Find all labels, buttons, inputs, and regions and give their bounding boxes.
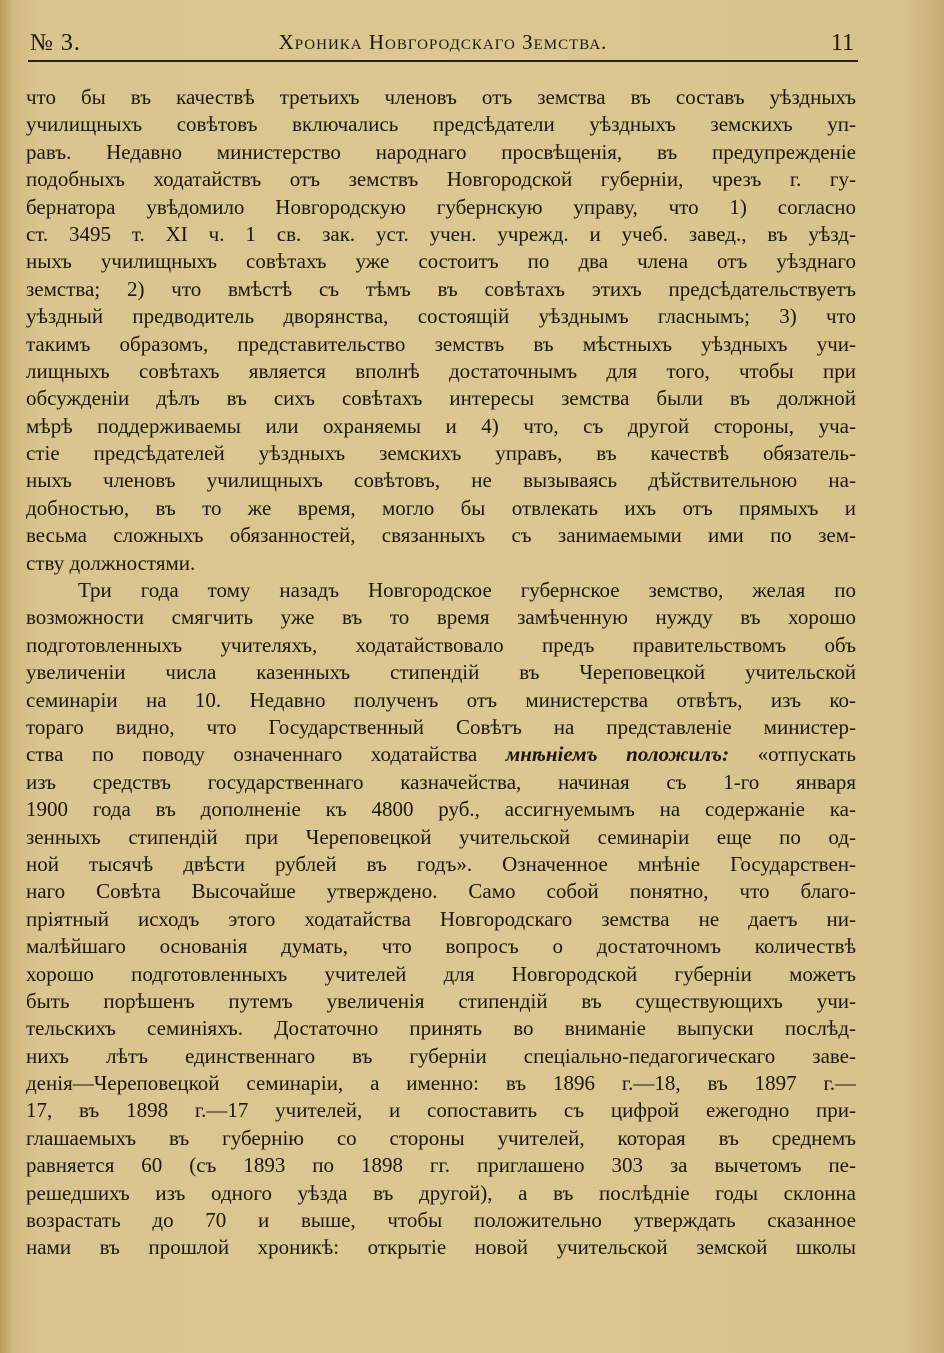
text-line: такимъ образомъ, представительство земствъ въ мѣстныхъ уѣздныхъ учи- [26,331,856,356]
text-line: нами въ прошлой хроникѣ: открытіе новой учительской земской школы [26,1235,856,1260]
text-line: нихъ лѣтъ единственнаго въ губерніи спеціально-педагогическаго заве- [26,1043,856,1068]
text-line: пріятный исходъ этого ходатайства Новгородскаго земства не даетъ ни- [26,906,856,931]
text-segment: ства по поводу означеннаго ходатайства [26,742,478,767]
text-line: земства; 2) что вмѣстѣ съ тѣмъ въ совѣтахъ этихъ предсѣдательствуетъ [26,276,856,301]
text-line: наго Совѣта Высочайше утверждено. Само собой понятно, что благо- [26,879,856,904]
text-line: тораго видно, что Государственный Совѣтъ на представленіе министер- [26,714,856,739]
text-line: добностью, въ то же время, могло бы отвлекать ихъ отъ прямыхъ и [26,495,856,520]
text-line: обсужденіи дѣлъ въ сихъ совѣтахъ интересы земства были въ должной [26,386,856,411]
text-line: малѣйшаго основанія думать, что вопросъ о достаточномъ количествѣ [26,934,856,959]
text-line: 1900 года въ дополненіе къ 4800 руб., ассигнуемымъ на содержаніе ка- [26,797,856,822]
text-line: лищныхъ совѣтахъ является вполнѣ достаточнымъ для того, чтобы при [26,358,856,383]
text-line: равъ. Недавно министерство народнаго просвѣщенія, въ предупрежденіе [26,139,856,164]
text-line: возможности смягчить уже въ то время замѣченную нужду въ хорошо [26,605,856,630]
page-number: 11 [830,30,854,56]
text-line: ной тысячѣ двѣсти рублей въ годъ». Означенное мнѣніе Государствен- [26,851,856,876]
text-line: ству должностями. [26,550,196,575]
text-line: стіе предсѣдателей уѣздныхъ земскихъ управъ, въ качествѣ обязатель- [26,441,856,466]
running-title: Хроника Новгородскаго Земства. [278,30,608,54]
text-line: уѣздный предводитель дворянства, состоящій уѣзднымъ гласнымъ; 3) что [26,304,856,329]
text-segment: «отпускать [757,742,856,767]
text-line: равняется 60 (съ 1893 по 1898 гг. приглашено 303 за вычетомъ пе- [26,1153,856,1178]
running-header [28,26,858,62]
text-line: глашаемыхъ въ губернію со стороны учителей, которая въ среднемъ [26,1125,856,1150]
italic-phrase: мнѣніемъ положилъ: [505,742,730,767]
text-line-with-italic [26,741,856,768]
text-line: училищныхъ совѣтовъ включались предсѣдатели уѣздныхъ земскихъ уп- [26,112,856,137]
text-line: ныхъ училищныхъ совѣтахъ уже состоитъ по два члена отъ уѣзднаго [26,249,856,274]
text-line: мѣрѣ поддерживаемы или охраняемы и 4) что, съ другой стороны, уча- [26,413,856,438]
text-line: семинаріи на 10. Недавно полученъ отъ министерства отвѣтъ, изъ ко- [26,687,856,712]
issue-number: № 3. [30,30,81,56]
text-line: подобныхъ ходатайствъ отъ земствъ Новгородской губерніи, чрезъ г. гу- [26,167,856,192]
text-line: что бы въ качествѣ третьихъ членовъ отъ земства въ составъ уѣздныхъ [26,85,856,109]
text-line: хорошо подготовленныхъ учителей для Новгородской губерніи можетъ [26,961,856,986]
text-line: ст. 3495 т. XI ч. 1 св. зак. уст. учен. учрежд. и учеб. завед., въ уѣзд- [26,221,856,246]
text-line: ныхъ членовъ училищныхъ совѣтовъ, не вызываясь дѣйствительною на- [26,468,856,493]
text-line: денія—Череповецкой семинаріи, а именно: въ 1896 г.—18, въ 1897 г.— [26,1071,856,1096]
text-line: подготовленныхъ учителяхъ, ходатайствовало предъ правительствомъ объ [26,632,856,657]
text-line: быть порѣшенъ путемъ увеличенія стипендій въ существующихъ учи- [26,988,856,1013]
body-text [26,84,856,1262]
text-line: зенныхъ стипендій при Череповецкой учительской семинаріи еще по од- [26,824,856,849]
text-line: тельскихъ семиніяхъ. Достаточно принять во вниманіе выпуски послѣд- [26,1016,856,1041]
text-line: весьма сложныхъ обязанностей, связанныхъ съ занимаемыми ими по зем- [26,523,856,548]
text-line: возрастать до 70 и выше, чтобы положительно утверждать сказанное [26,1208,856,1233]
paragraph-start-line: Три года тому назадъ Новгородское губернское земство, желая по [78,578,856,603]
text-line: решедшихъ изъ одного уѣзда въ другой), а въ послѣдніе годы склонна [26,1180,856,1205]
text-line: увеличеніи числа казенныхъ стипендій въ Череповецкой учительской [26,660,856,685]
text-line: изъ средствъ государственнаго казначейства, начиная съ 1-го января [26,769,856,794]
text-line: 17, въ 1898 г.—17 учителей, и сопоставить съ цифрой ежегодно при- [26,1098,856,1123]
text-line: бернатора увѣдомило Новгородскую губернскую управу, что 1) согласно [26,194,856,219]
